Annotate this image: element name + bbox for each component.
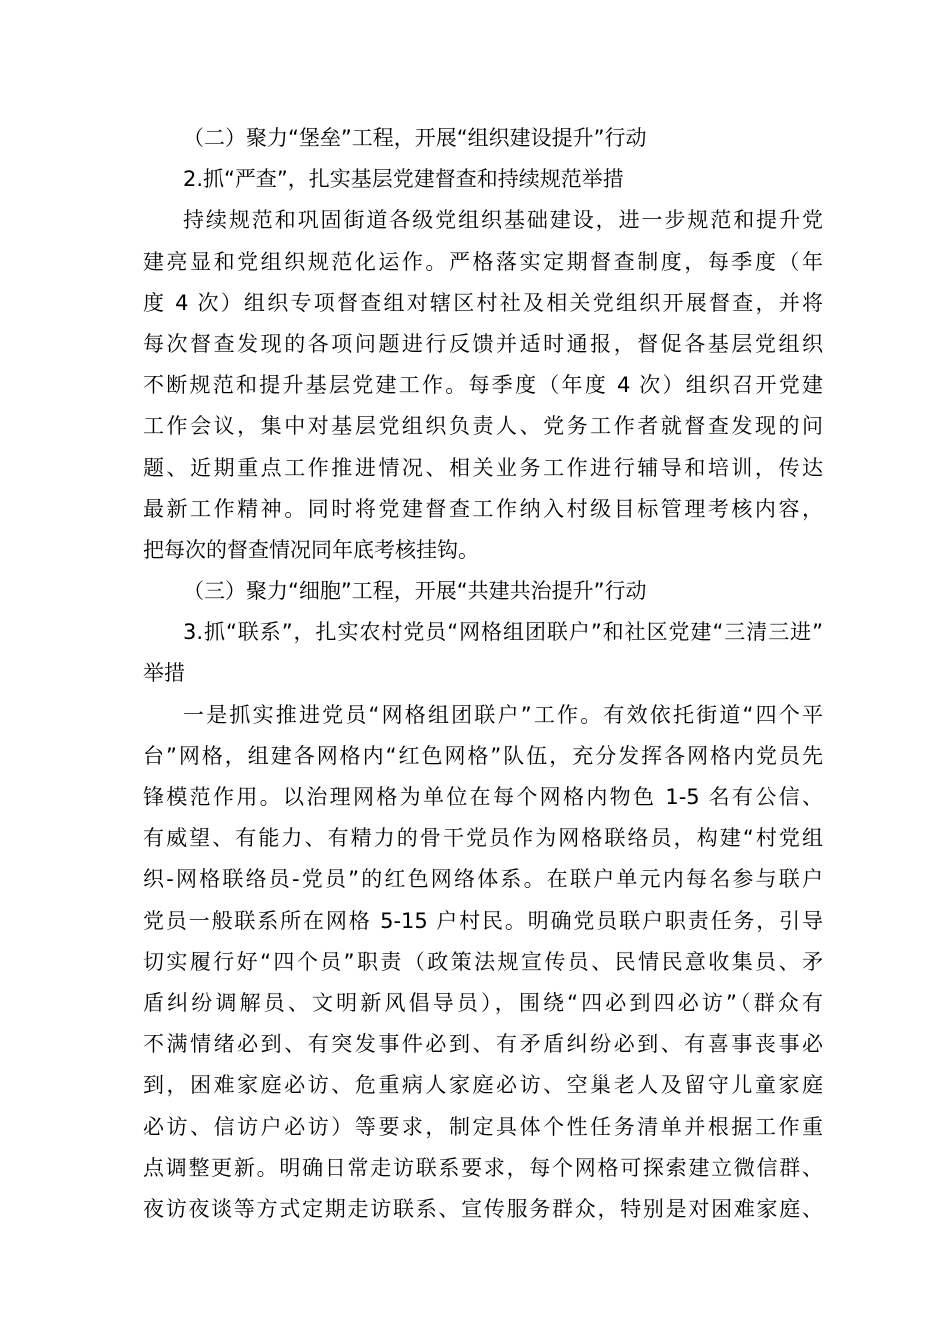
paragraph-line: 到，困难家庭必访、危重病人家庭必访、空巢老人及留守儿童家庭 <box>143 1073 823 1098</box>
item-heading-line: 3.抓“联系”，扎实农村党员“网格组团联户”和社区党建“三清三进” <box>183 620 823 645</box>
paragraph-line: 最新工作精神。同时将党建督查工作纳入村级目标管理考核内容， <box>143 496 823 521</box>
paragraph-line: 盾纠纷调解员、文明新风倡导员），围绕“四必到四必访”（群众有 <box>143 990 823 1015</box>
paragraph-line: 织-网格联络员-党员”的红色网络体系。在联户单元内每名参与联户 <box>143 867 823 892</box>
paragraph-line: 党员一般联系所在网格 5-15 户村民。明确党员联户职责任务，引导 <box>143 908 823 933</box>
document-body <box>143 118 823 1230</box>
item-heading-line: 举措 <box>143 661 185 686</box>
item-heading-2: 2.抓“严查”，扎实基层党建督查和持续规范举措 <box>183 167 624 192</box>
paragraph-line: 有威望、有能力、有精力的骨干党员作为网格联络员，构建“村党组 <box>143 826 823 851</box>
section-heading-3: （三）聚力“细胞”工程，开展“共建共治提升”行动 <box>183 579 647 604</box>
paragraph-line: 题、近期重点工作推进情况、相关业务工作进行辅导和培训，传达 <box>143 455 823 480</box>
section-heading-2: （二）聚力“堡垒”工程，开展“组织建设提升”行动 <box>183 126 647 150</box>
paragraph-3 <box>143 695 823 1230</box>
paragraph-line: 工作会议，集中对基层党组织负责人、党务工作者就督查发现的问 <box>143 414 823 439</box>
paragraph-line: 建亮显和党组织规范化运作。严格落实定期督查制度，每季度（年 <box>143 249 823 274</box>
paragraph-line: 不断规范和提升基层党建工作。每季度（年度 4 次）组织召开党建 <box>143 373 823 398</box>
paragraph-line: 切实履行好“四个员”职责（政策法规宣传员、民情民意收集员、矛 <box>143 949 823 974</box>
paragraph-line: 把每次的督查情况同年底考核挂钩。 <box>143 537 479 562</box>
paragraph-line: 不满情绪必到、有突发事件必到、有矛盾纠纷必到、有喜事丧事必 <box>143 1032 823 1057</box>
paragraph-line: 夜访夜谈等方式定期走访联系、宣传服务群众，特别是对困难家庭、 <box>143 1196 823 1221</box>
paragraph-2 <box>143 200 823 571</box>
paragraph-line: 必访、信访户必访）等要求，制定具体个性任务清单并根据工作重 <box>143 1114 823 1139</box>
paragraph-line: 度 4 次）组织专项督查组对辖区村社及相关党组织开展督查，并将 <box>143 290 823 315</box>
paragraph-line: 锋模范作用。以治理网格为单位在每个网格内物色 1-5 名有公信、 <box>143 785 823 809</box>
paragraph-line: 台”网格，组建各网格内“红色网格”队伍，充分发挥各网格内党员先 <box>143 743 823 768</box>
paragraph-line: 点调整更新。明确日常走访联系要求，每个网格可探索建立微信群、 <box>143 1155 823 1180</box>
paragraph-line: 一是抓实推进党员“网格组团联户”工作。有效依托街道“四个平 <box>183 702 823 727</box>
item-heading-3 <box>143 612 823 694</box>
paragraph-line: 持续规范和巩固街道各级党组织基础建设，进一步规范和提升党 <box>183 208 823 233</box>
paragraph-line: 每次督查发现的各项问题进行反馈并适时通报，督促各基层党组织 <box>143 331 823 356</box>
